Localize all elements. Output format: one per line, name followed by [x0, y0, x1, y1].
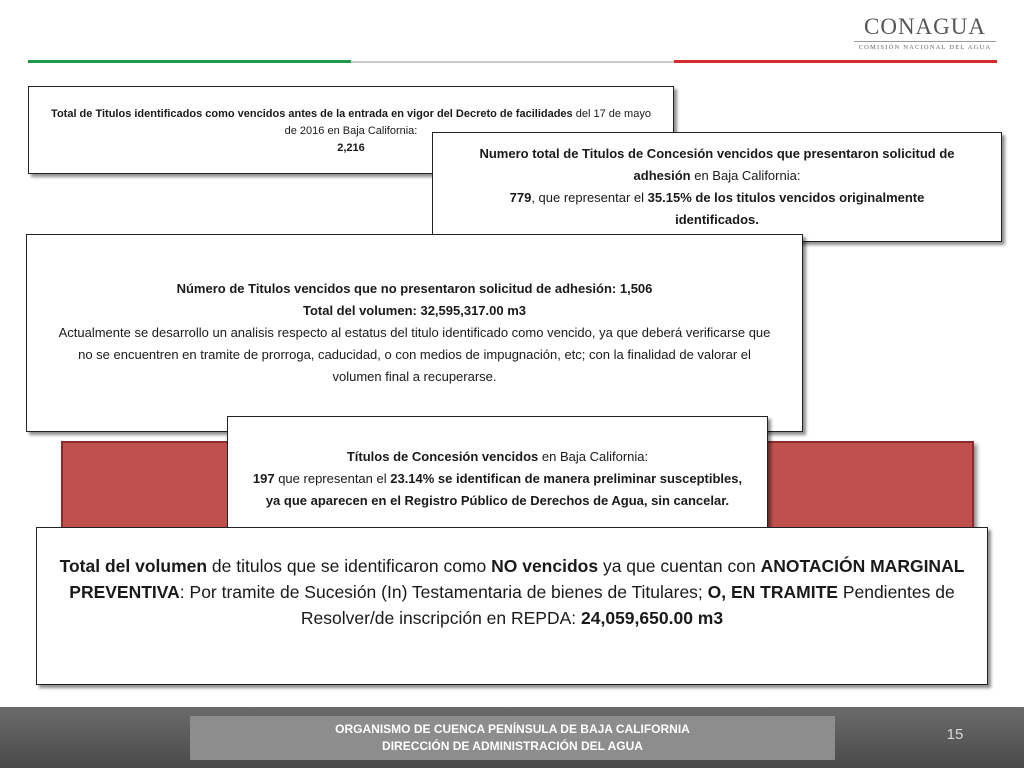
logo-name: CONAGUA: [864, 14, 986, 39]
box2-line2: adhesión en Baja California:: [633, 168, 801, 183]
page-number: 15: [946, 726, 964, 743]
logo-subtitle: COMISIÓN NACIONAL DEL AGUA: [858, 44, 992, 51]
no-adhesion-titles-box: [26, 234, 803, 432]
box4-line1: Títulos de Concesión vencidos en Baja California:: [346, 449, 649, 464]
footer-line2: DIRECCIÓN DE ADMINISTRACIÓN DEL AGUA: [382, 739, 643, 753]
header-bar-gray: [351, 61, 674, 63]
logo-divider: [854, 41, 996, 42]
box1-value: 2,216: [337, 142, 365, 154]
box4-line2: 197 que representan el 23.14% se identifican de manera preliminar susceptibles,: [252, 471, 743, 486]
header-bar-red: [674, 60, 997, 63]
box2-line4: identificados.: [675, 212, 759, 227]
footer-line1: ORGANISMO DE CUENCA PENÍNSULA DE BAJA CALIFORNIA: [335, 722, 690, 736]
conagua-logo: [850, 14, 1000, 51]
footer-label: [190, 716, 835, 760]
box1-line2: de 2016 en Baja California:: [284, 125, 418, 137]
box2-line3: 779, que representar el 35.15% de los titulos vencidos originalmente: [509, 190, 925, 205]
box4-line3: ya que aparecen en el Registro Público de Derechos de Agua, sin cancelar.: [265, 493, 730, 508]
box3-paragraph: Actualmente se desarrollo un analisis respecto al estatus del titulo identificado como vencido, ya que deberá verificarse que no se encuentren en tramite de prorroga, caducidad, o con medios de impugnación, etc; con la finalidad de valorar el volumen final a recuperarse.: [58, 325, 771, 384]
header-bar-green: [28, 60, 351, 63]
box5-paragraph: Total del volumen de titulos que se identificaron como NO vencidos ya que cuentan con ANOTACIÓN MARGINAL PREVENTIVA: Por tramite de Sucesión (In) Testamentaria de bienes de Titulares; O, EN TRAMITE Pendientes de Resolver/de inscripción en REPDA: 24,059,650.00 m3: [59, 556, 965, 628]
box2-line1: Numero total de Titulos de Concesión vencidos que presentaron solicitud de: [479, 146, 955, 161]
box3-line1: Número de Titulos vencidos que no presentaron solicitud de adhesión: 1,506: [176, 281, 653, 296]
box1-line1: Total de Titulos identificados como vencidos antes de la entrada en vigor del Decreto de facilidades del 17 de mayo: [51, 108, 651, 120]
adhesion-titles-box: [432, 132, 1002, 242]
concession-titles-box: [227, 416, 768, 542]
box3-line2: Total del volumen: 32,595,317.00 m3: [302, 303, 527, 318]
non-expired-volume-box: [36, 527, 988, 685]
